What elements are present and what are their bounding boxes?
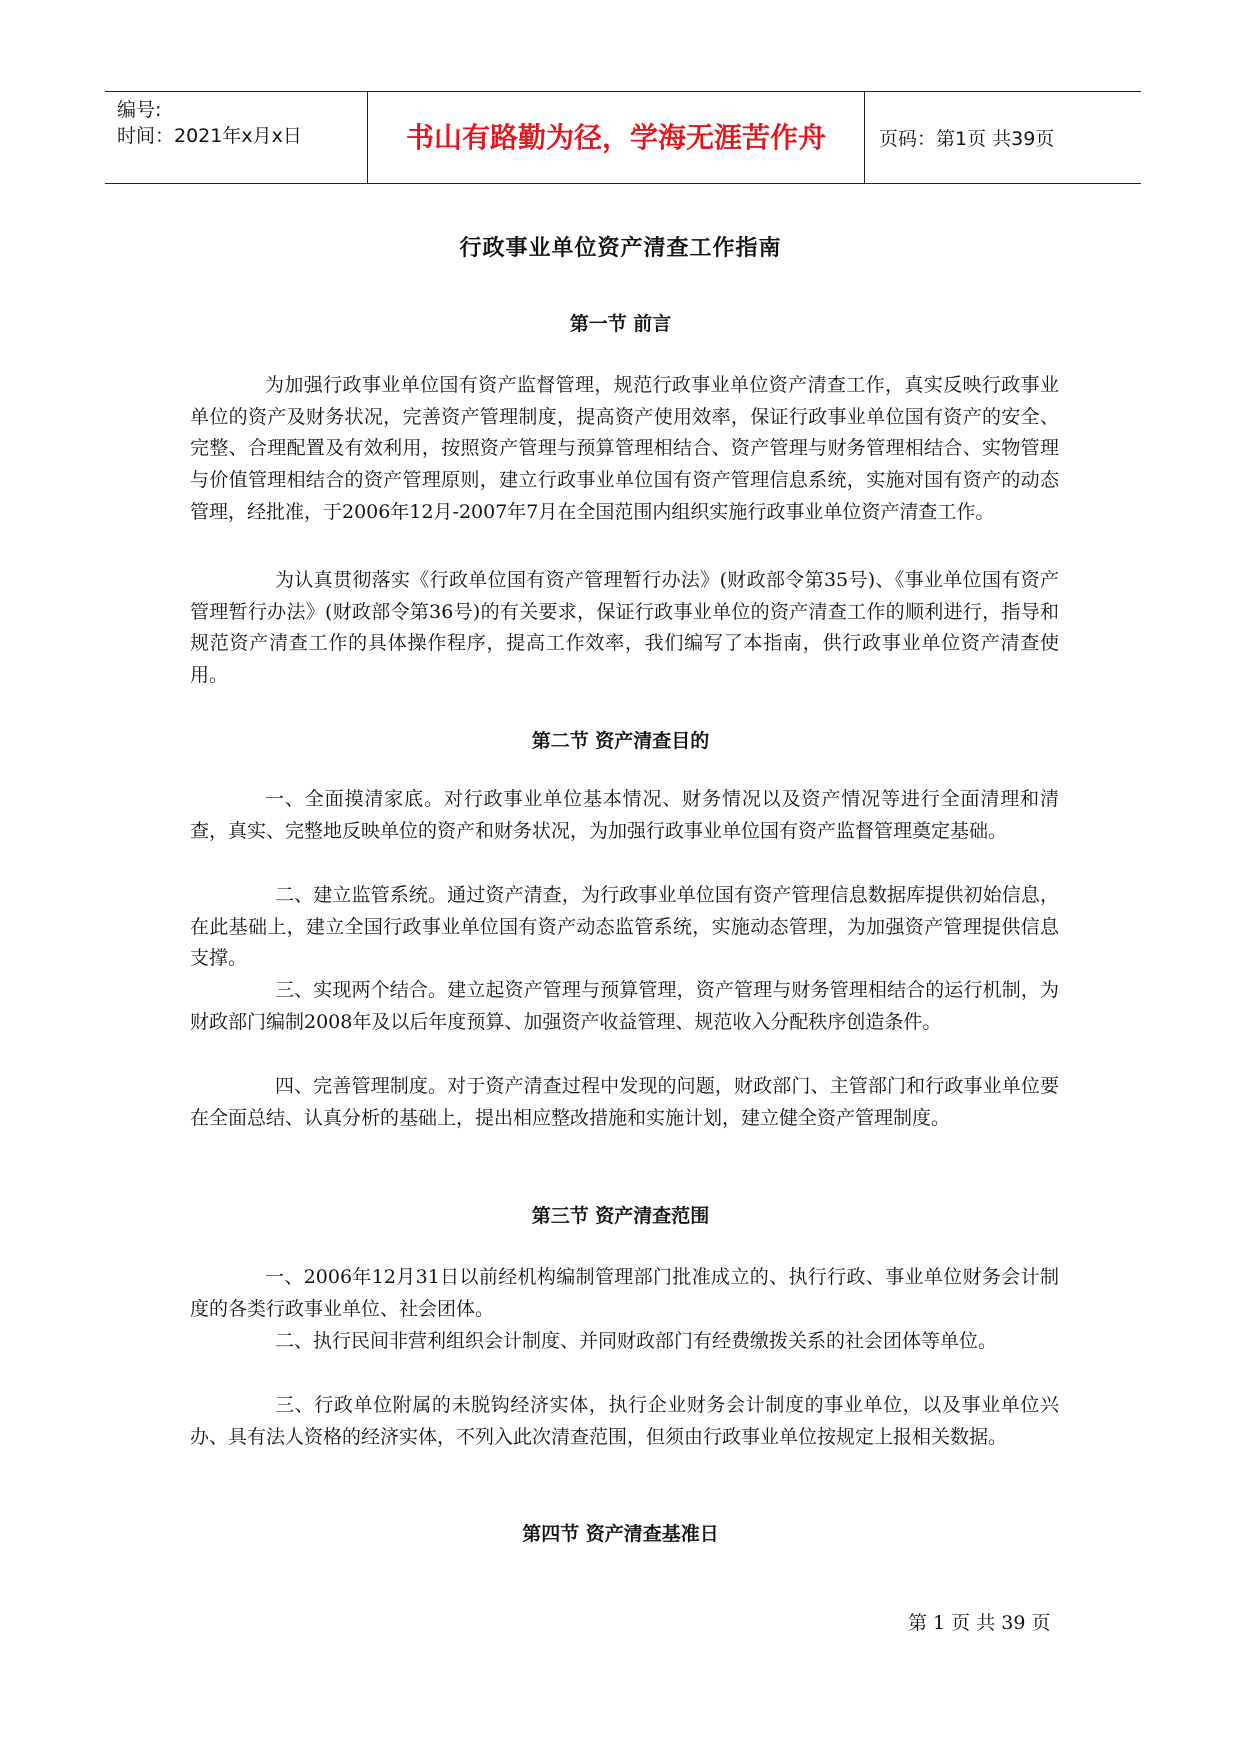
paragraph: 一、2006年12月31日以前经机构编制管理部门批准成立的、执行行政、事业单位财务会计制度的各类行政事业单位、社会团体。 bbox=[190, 1266, 1059, 1320]
section-heading-purpose: 第二节 资产清查目的 bbox=[531, 730, 710, 752]
page-info: 页码：第1页 共39页 bbox=[879, 128, 1055, 150]
paragraph: 二、建立监管系统。通过资产清查，为行政事业单位国有资产管理信息数据库提供初始信息，在此基础上，建立全国行政事业单位国有资产动态监管系统，实施动态管理，为加强资产管理提供信息支撑。 bbox=[190, 884, 1059, 970]
document-title: 行政事业单位资产清查工作指南 bbox=[459, 236, 782, 261]
paragraph: 三、行政单位附属的未脱钩经济实体，执行企业财务会计制度的事业单位，以及事业单位兴办、具有法人资格的经济实体，不列入此次清查范围，但须由行政事业单位按规定上报相关数据。 bbox=[190, 1394, 1059, 1448]
header-page-cell bbox=[865, 92, 1141, 183]
page-footer: 第 1 页 共 39 页 bbox=[908, 1612, 1051, 1634]
section-heading-scope: 第三节 资产清查范围 bbox=[531, 1205, 710, 1227]
document-header bbox=[105, 91, 1141, 184]
motto-text: 书山有路勤为径，学海无涯苦作舟 bbox=[405, 121, 826, 154]
section-heading-base-date: 第四节 资产清查基准日 bbox=[522, 1523, 719, 1545]
paragraph: 一、全面摸清家底。对行政事业单位基本情况、财务情况以及资产情况等进行全面清理和清查，真实、完整地反映单位的资产和财务状况，为加强行政事业单位国有资产监督管理奠定基础。 bbox=[190, 788, 1059, 842]
header-motto-cell bbox=[368, 92, 865, 183]
number-label: 编号: bbox=[117, 99, 162, 121]
paragraph: 四、完善管理制度。对于资产清查过程中发现的问题，财政部门、主管部门和行政事业单位要在全面总结、认真分析的基础上，提出相应整改措施和实施计划，建立健全资产管理制度。 bbox=[190, 1075, 1059, 1129]
paragraph: 为认真贯彻落实《行政单位国有资产管理暂行办法》(财政部令第35号)、《事业单位国有资产管理暂行办法》(财政部令第36号)的有关要求，保证行政事业单位的资产清查工作的顺利进行，指导和规范资产清查工作的具体操作程序，提高工作效率，我们编写了本指南，供行政事业单位资产清查使用。 bbox=[190, 569, 1059, 687]
paragraph: 为加强行政事业单位国有资产监督管理，规范行政事业单位资产清查工作，真实反映行政事业单位的资产及财务状况，完善资产管理制度，提高资产使用效率，保证行政事业单位国有资产的安全、完整、合理配置及有效利用，按照资产管理与预算管理相结合、资产管理与财务管理相结合、实物管理与价值管理相结合的资产管理原则，建立行政事业单位国有资产管理信息系统，实施对国有资产的动态管理，经批准，于2006年12月-2007年7月在全国范围内组织实施行政事业单位资产清查工作。 bbox=[190, 374, 1059, 523]
header-meta-cell bbox=[105, 92, 368, 183]
paragraph: 二、执行民间非营利组织会计制度、并同财政部门有经费缴拨关系的社会团体等单位。 bbox=[275, 1330, 998, 1352]
paragraph: 三、实现两个结合。建立起资产管理与预算管理，资产管理与财务管理相结合的运行机制，为财政部门编制2008年及以后年度预算、加强资产收益管理、规范收入分配秩序创造条件。 bbox=[190, 979, 1059, 1033]
section-heading-preface: 第一节 前言 bbox=[569, 313, 672, 335]
time-label: 时间：2021年x月x日 bbox=[117, 125, 302, 147]
